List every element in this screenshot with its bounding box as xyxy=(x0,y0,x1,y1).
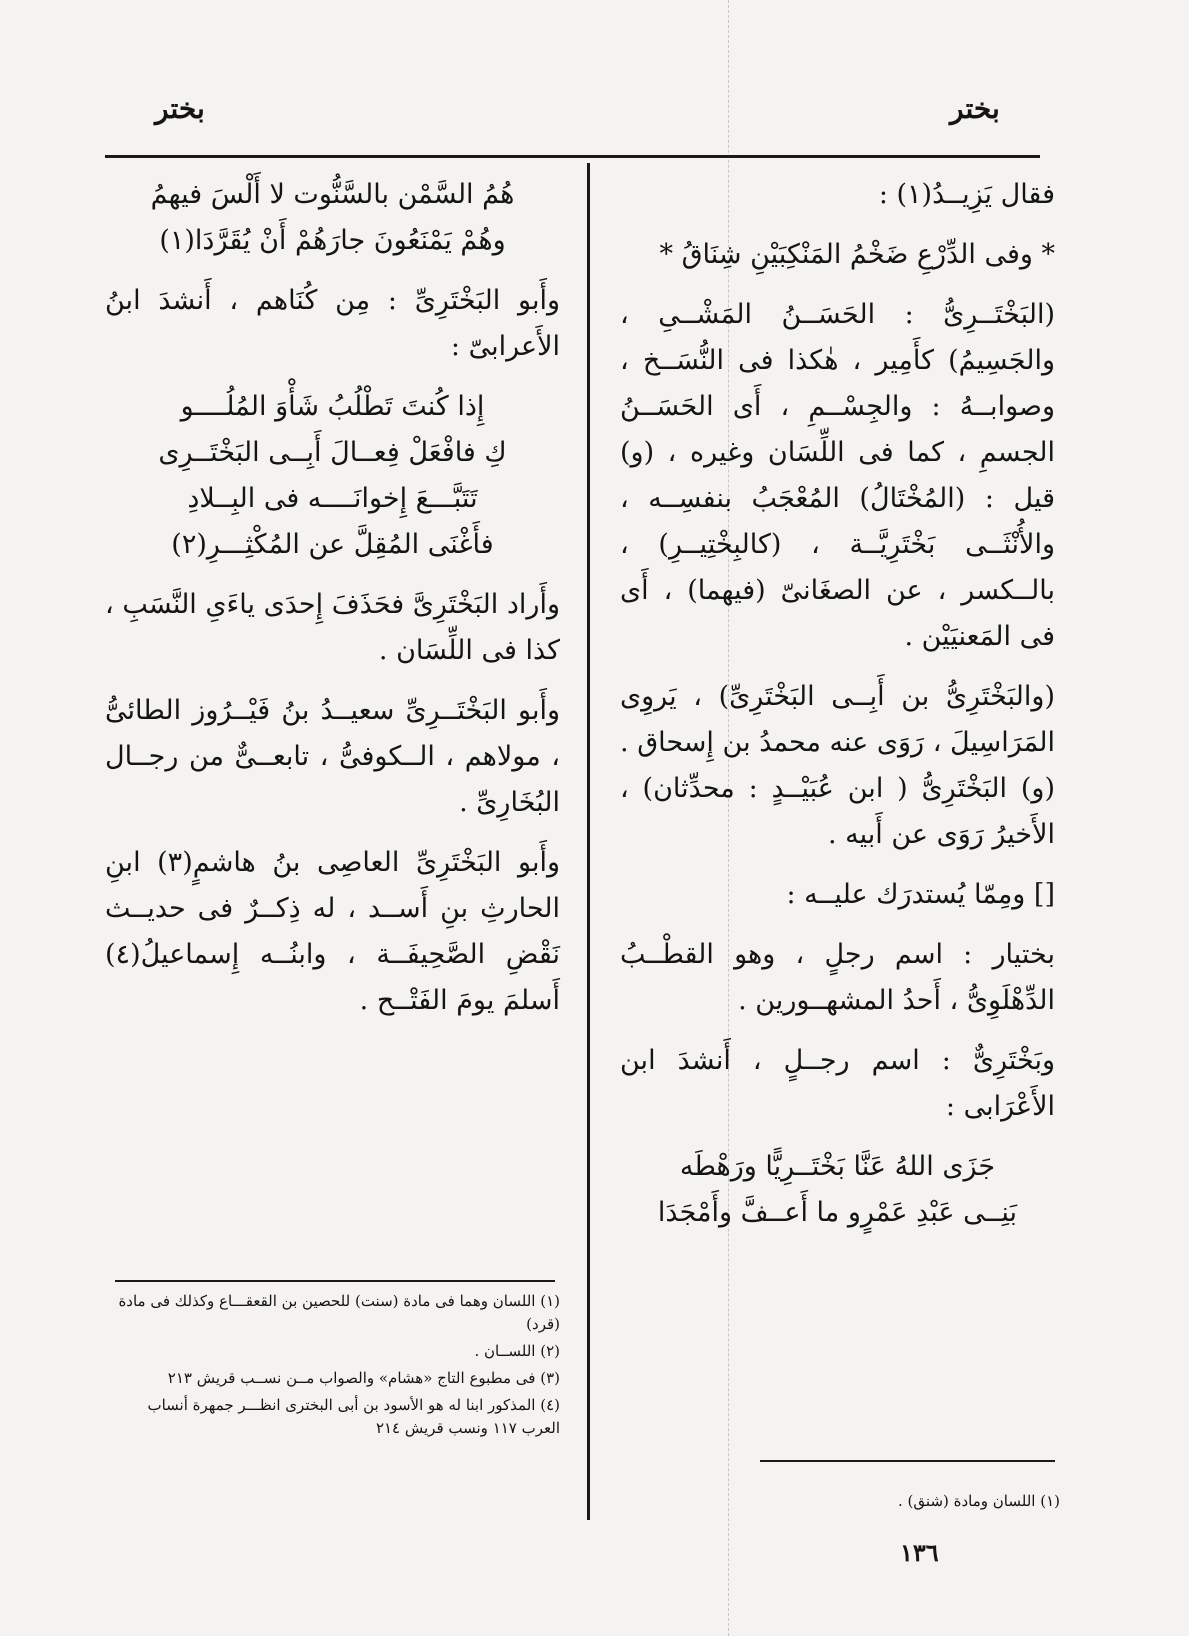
verse-line: هُمُ السَّمْن بالسَّنُّوت لا أَلْسَ فيهمُ xyxy=(150,179,515,210)
footnote: (١) اللسان وهما فى مادة (سنت) للحصين بن القعقـــاع وكذلك فى مادة (قرد) xyxy=(118,1292,560,1333)
supplement-heading: [] ومِمّا يُستدرَك عليــه : xyxy=(786,879,1055,910)
verse xyxy=(620,1144,1055,1236)
verse-line: إِذا كُنتَ تَطْلُبُ شَأْوَ المُلُــــو xyxy=(180,391,485,422)
verse-line: كِ فافْعَلْ فِعــالَ أَبِــى البَخْتَــرِى xyxy=(158,437,507,468)
right-column xyxy=(620,172,1055,1250)
footnote: (٢) اللســان . xyxy=(474,1342,560,1360)
footnotes-right xyxy=(700,1490,1060,1517)
footnotes-left xyxy=(105,1290,560,1444)
paragraph: وأَبو البَخْتَــرِىِّ سعيــدُ بنُ فَيْــرُوز الطائىُّ ، مولاهم ، الــكوفىُّ ، تابعــىٌّ من رجــال البُخَارِىِّ . xyxy=(105,695,560,818)
footnote: (١) اللسان ومادة (شنق) . xyxy=(898,1492,1060,1510)
entry-bakhtari: (البَخْتَــرِىُّ : الحَسَــنُ المَشْــىِ ، والجَسِيمُ) كأَمِير ، هٰكذا فى النُّسَــخ ، وصوابــهُ : والجِسْــمِ ، أَى الحَسَــنُ الجسمِ ، كما فى اللِّسَان وغيره ، (و) قيل : (المُخْتَالُ) المُعْجَبُ بنفسِــه ، والأُنْثَــى بَخْتَرِيَّــة ، (كالبِخْتِيــرِ) ، بالــكسر ، عن الصغَانىّ (فيهما) ، أَى فى المَعنيَيْن . xyxy=(620,299,1055,652)
entry-bakhtari-name: وبَخْتَرِىٌّ : اسم رجــلٍ ، أَنشدَ ابن الأَعْرَابى : xyxy=(620,1045,1055,1122)
left-column xyxy=(105,172,560,1038)
running-header-right: بختر xyxy=(950,92,1000,125)
paragraph: وأَراد البَخْتَرِىَّ فحَذَفَ إِحدَى ياءَىِ النَّسَبِ ، كذا فى اللِّسَان . xyxy=(105,589,560,666)
verse-line: وهُمْ يَمْنَعُونَ جارَهُمْ أَنْ يُقَرَّدَا(١) xyxy=(159,225,506,256)
column-divider xyxy=(587,163,590,1520)
verse-line: فأَغْنَى المُقِلَّ عن المُكْثِـــرِ(٢) xyxy=(171,529,494,560)
verse-line: تَتَبَّـــعَ إِخوانَــــه فى البِــلادِ xyxy=(187,483,478,514)
footnote-rule xyxy=(760,1460,1055,1462)
footnote: (٣) فى مطبوع التاج «هشام» والصواب مــن نســب قريش ٢١٣ xyxy=(167,1369,560,1387)
paragraph: فقال يَزِيــدُ(١) : xyxy=(878,179,1055,210)
verse xyxy=(105,172,560,264)
verse-fragment: * وفى الدِّرْعِ ضَخْمُ المَنْكِبَيْنِ شِنَاقُ * xyxy=(659,239,1055,270)
entry-bakhtari-ibn-abi: (والبَخْتَرِىُّ بن أَبِــى البَخْتَرِىِّ) ، يَروِى المَرَاسِيلَ ، رَوَى عنه محمدُ بن إِسحاق . (و) البَخْتَرِىُّ ( ابن عُبَيْــدٍ : محدِّثان) ، الأَخيرُ رَوَى عن أَبيه . xyxy=(620,681,1055,850)
page-number: ١٣٦ xyxy=(900,1538,939,1567)
entry-bakhtiyar: بختيار : اسم رجلٍ ، وهو القطْــبُ الدِّهْلَوِىُّ ، أَحدُ المشهــورين . xyxy=(620,939,1055,1016)
verse-line: جَزَى اللهُ عَنَّا بَخْتَــرِيًّا ورَهْطَه xyxy=(679,1151,996,1182)
footnote-rule xyxy=(115,1280,555,1282)
verse xyxy=(105,384,560,568)
paragraph: وأَبو البَخْتَرِىِّ العاصِى بنُ هاشمٍ(٣) ابنِ الحارثِ بنِ أَســد ، له ذِكــرٌ فى حديــث نَقْضِ الصَّحِيفَــة ، وابنُــه إِسماعيلُ(٤) أَسلمَ يومَ الفَتْــح . xyxy=(105,847,560,1016)
running-header-left: بختر xyxy=(155,92,205,125)
verse-line: بَنِــى عَبْدِ عَمْرٍو ما أَعــفَّ وأَمْجَدَا xyxy=(657,1197,1018,1228)
paragraph: وأَبو البَخْتَرِىِّ : مِن كُنَاهم ، أَنشدَ ابنُ الأَعرابىّ : xyxy=(105,285,560,362)
footnote: (٤) المذكور ابنا له هو الأسود بن أبى البخترى انظـــر جمهرة أنساب العرب ١١٧ ونسب قريش ٢١٤ xyxy=(147,1396,560,1437)
header-rule xyxy=(105,155,1040,158)
